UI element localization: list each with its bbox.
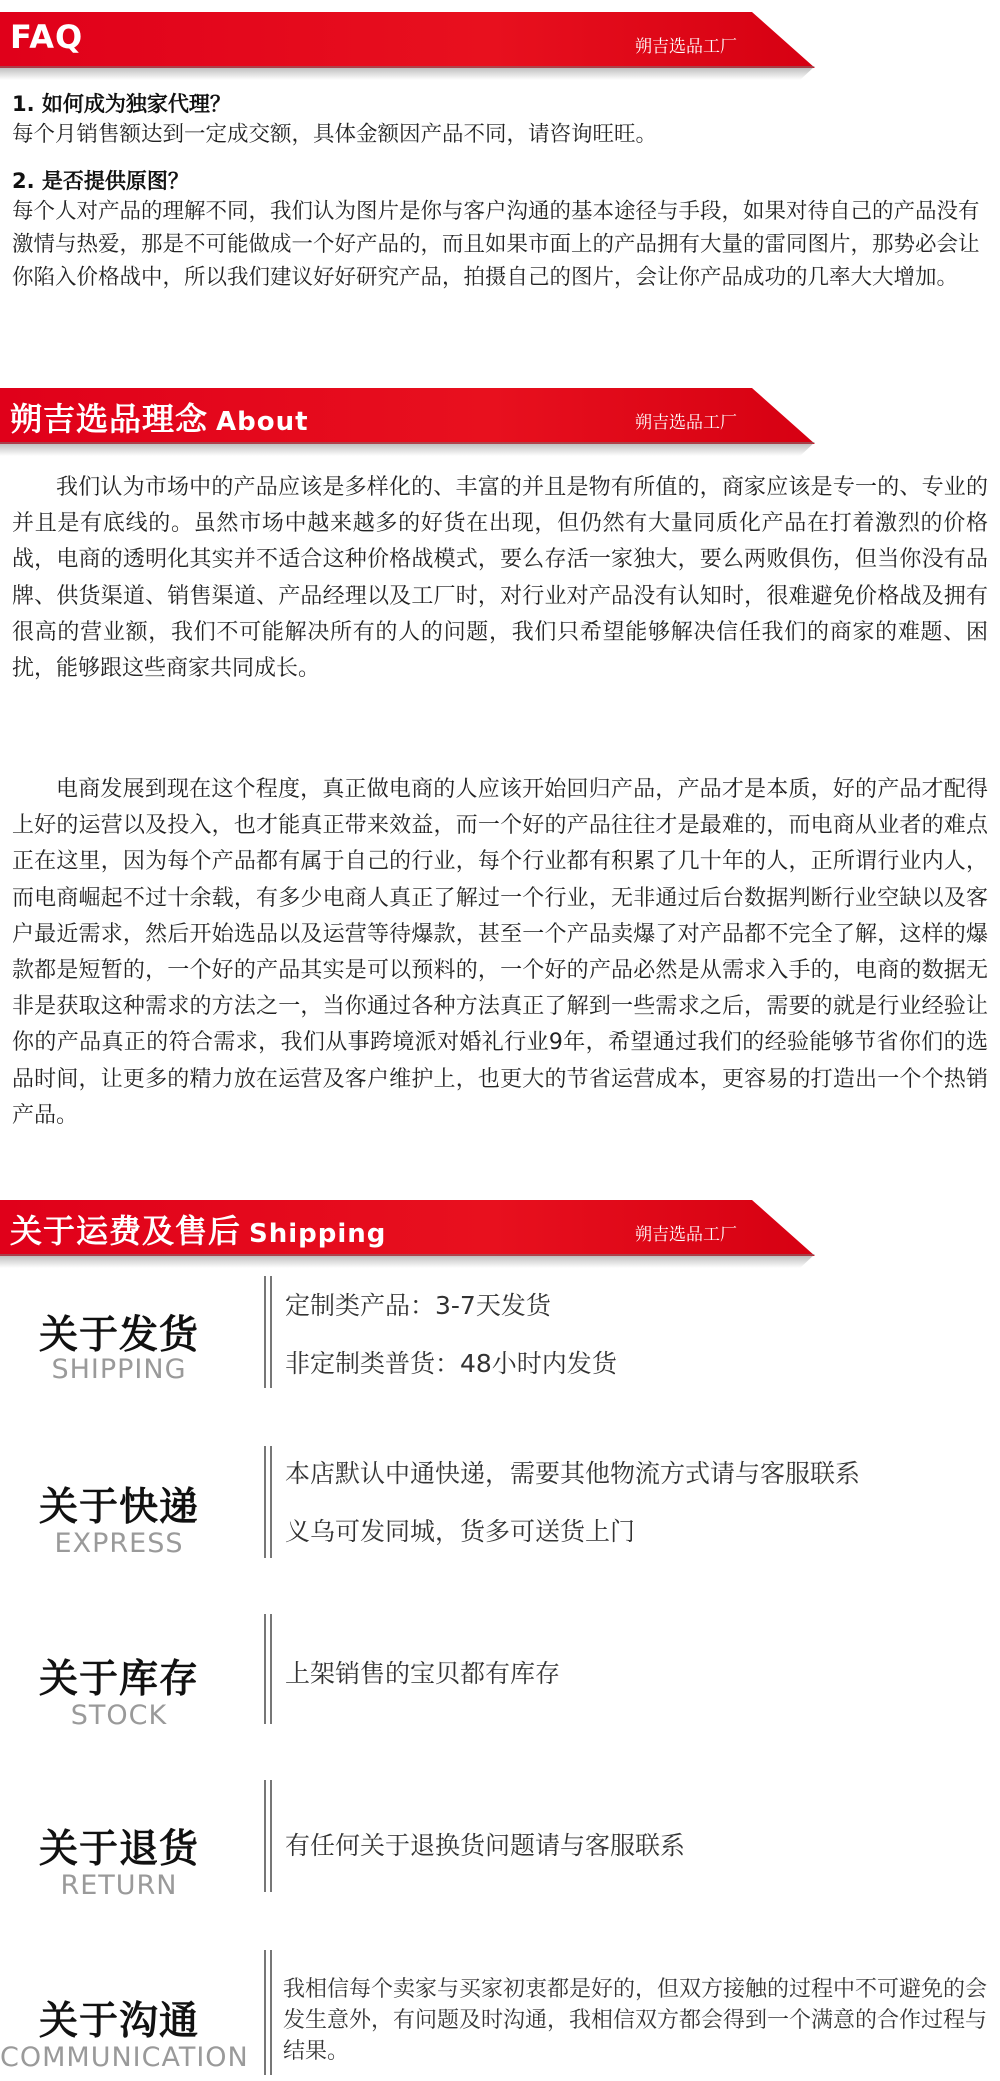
about-banner [0,388,1000,462]
divider [270,1276,272,1388]
faq-banner-title: FAQ [10,18,84,56]
divider [270,1446,272,1558]
row-line: 义乌可发同城，货多可送货上门 [285,1517,636,1546]
row-subtitle: RETURN [60,1870,178,1901]
faq-banner [0,12,1000,86]
about-banner-title: 朔吉选品理念 About [10,400,309,438]
row-subtitle: COMMUNICATION [0,2042,249,2073]
faq-question-2: 2. 是否提供原图？ [12,169,189,193]
row-subtitle: STOCK [70,1700,168,1731]
brand-tag: 朔吉选品工厂 [635,37,737,57]
banner-shadow [0,442,815,456]
row-title: 关于沟通 [38,1999,199,2044]
banner-shadow [0,66,815,80]
divider [264,1780,266,1892]
faq-answer-2: 每个人对产品的理解不同，我们认为图片是你与客户沟通的基本途径与手段，如果对待自己的产品没有激情与热爱，那是不可能做成一个好产品的，而且如果市面上的产品拥有大量的雷同图片，那势必会让你陷入价格战中，所以我们建议好好研究产品，拍摄自己的图片，会让你产品成功的几率大大增加。 [12,199,980,290]
faq-question-1: 1. 如何成为独家代理？ [12,92,231,116]
divider [270,1614,272,1724]
divider [264,1950,266,2075]
about-paragraph-2: 电商发展到现在这个程度，真正做电商的人应该开始回归产品，产品才是本质，好的产品才配得上好的运营以及投入，也才能真正带来效益，而一个好的产品往往才是最难的，而电商从业者的难点正在这里，因为每个产品都有属于自己的行业，每个行业都有积累了几十年的人，正所谓行业内人，而电商崛起不过十余载，有多少电商人真正了解过一个行业，无非通过后台数据判断行业空缺以及客户最近需求，然后开始选品以及运营等待爆款，甚至一个产品卖爆了对产品都不完全了解，这样的爆款都是短暂的，一个好的产品其实是可以预料的，一个好的产品必然是从需求入手的，电商的数据无非是获取这种需求的方法之一，当你通过各种方法真正了解到一些需求之后，需要的就是行业经验让你的产品真正的符合需求，我们从事跨境派对婚礼行业9年，希望通过我们的经验能够节省你们的选品时间，让更多的精力放在运营及客户维护上，也更大的节省运营成本，更容易的打造出一个个热销产品。 [12,777,988,1128]
faq-answer-1: 每个月销售额达到一定成交额，具体金额因产品不同，请咨询旺旺。 [12,122,658,147]
row-title: 关于退货 [38,1827,199,1872]
row-paragraph: 我相信每个卖家与买家初衷都是好的，但双方接触的过程中不可避免的会发生意外，有问题及时沟通，我相信双方都会得到一个满意的合作过程与结果。 [283,1977,988,2064]
divider [270,1780,272,1892]
row-line: 有任何关于退换货问题请与客服联系 [285,1831,686,1860]
banner-shadow [0,1254,815,1268]
row-title: 关于发货 [38,1313,199,1358]
row-title: 关于库存 [38,1657,199,1702]
row-line: 上架销售的宝贝都有库存 [285,1659,561,1688]
divider [264,1614,266,1724]
shipping-banner-en: Shipping [249,1219,387,1249]
row-line: 非定制类普货：48小时内发货 [285,1349,617,1378]
shipping-banner-title: 关于运费及售后 Shipping [10,1212,387,1250]
row-subtitle: EXPRESS [54,1528,184,1559]
about-banner-en: About [216,407,309,437]
row-title: 关于快递 [38,1485,199,1530]
shipping-banner [0,1200,1000,1274]
brand-tag: 朔吉选品工厂 [635,413,737,433]
row-line: 定制类产品：3-7天发货 [285,1291,551,1320]
row-subtitle: SHIPPING [51,1354,187,1385]
brand-tag: 朔吉选品工厂 [635,1225,737,1245]
divider [264,1276,266,1388]
row-line: 本店默认中通快递，需要其他物流方式请与客服联系 [285,1459,861,1488]
divider [270,1950,272,2075]
divider [264,1446,266,1558]
about-paragraph-1: 我们认为市场中的产品应该是多样化的、丰富的并且是物有所值的，商家应该是专一的、专业的并且是有底线的。虽然市场中越来越多的好货在出现，但仍然有大量同质化产品在打着激烈的价格战，电商的透明化其实并不适合这种价格战模式，要么存活一家独大，要么两败俱伤，但当你没有品牌、供货渠道、销售渠道、产品经理以及工厂时，对行业对产品没有认知时，很难避免价格战及拥有很高的营业额，我们不可能解决所有的人的问题，我们只希望能够解决信任我们的商家的难题、困扰，能够跟这些商家共同成长。 [12,475,988,682]
